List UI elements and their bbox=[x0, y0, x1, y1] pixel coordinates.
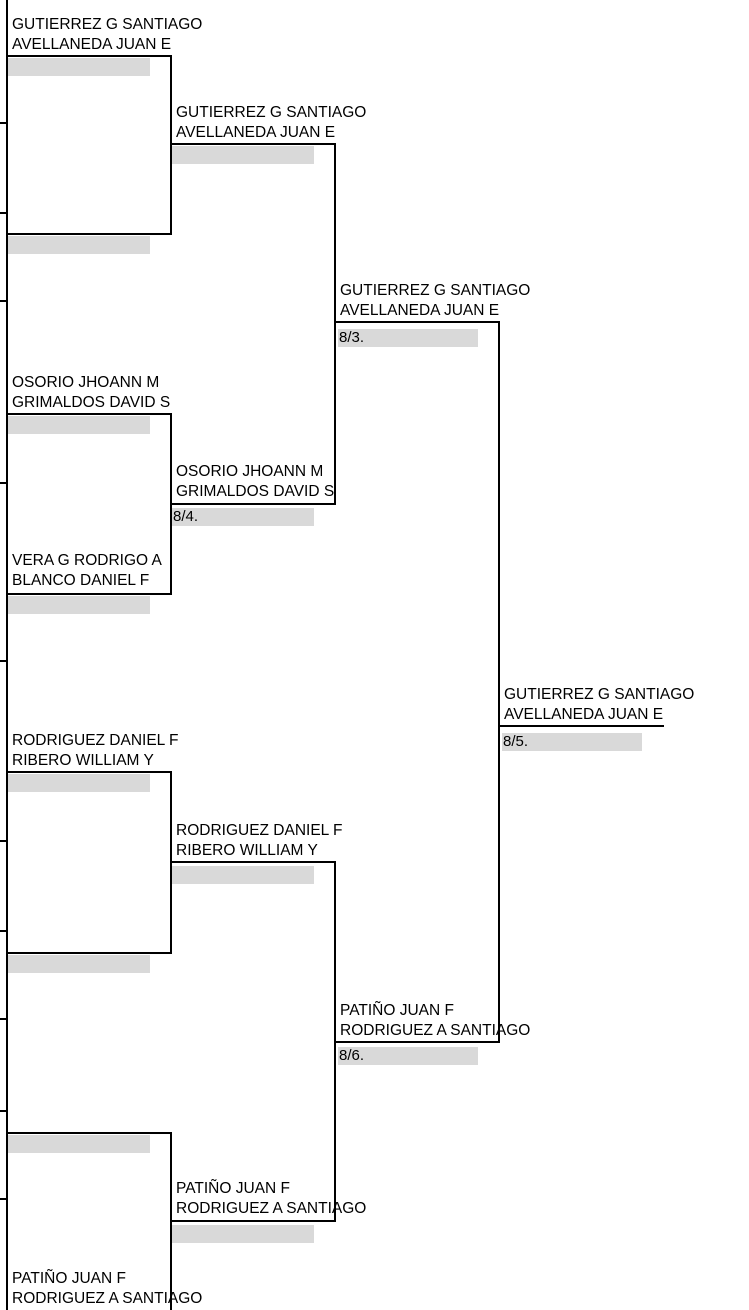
final-player2: AVELLANEDA JUAN E bbox=[504, 706, 664, 723]
r1-m3-player1: RODRIGUEZ DANIEL F bbox=[12, 732, 179, 749]
r2-m1-vertical bbox=[334, 143, 336, 505]
r1-m1-top-line bbox=[6, 55, 172, 57]
r3-m1-top-line bbox=[334, 321, 500, 323]
left-tick bbox=[0, 1018, 8, 1020]
r1-m4-player1: PATIÑO JUAN F bbox=[12, 1270, 126, 1287]
left-tick bbox=[0, 212, 8, 214]
left-tick bbox=[0, 122, 8, 124]
left-tick bbox=[0, 660, 8, 662]
r1-m2-top-line bbox=[6, 413, 172, 415]
r1-m1-bottom-line bbox=[6, 233, 172, 235]
r2-m2-bottom-line bbox=[170, 503, 336, 505]
r3-m2-player2: RODRIGUEZ A SANTIAGO bbox=[340, 1022, 531, 1039]
r1-m2-bottom-line bbox=[6, 593, 172, 595]
r3-m2-score: 8/6. bbox=[338, 1047, 478, 1065]
r2-m4-score bbox=[172, 1225, 314, 1243]
r2-m2-player1: OSORIO JHOANN M bbox=[176, 463, 324, 480]
r1-m3-bottom-line bbox=[6, 952, 172, 954]
r2-m3-player2: RIBERO WILLIAM Y bbox=[176, 842, 318, 859]
r1-m2-score2 bbox=[8, 596, 150, 614]
r2-m3-top-line bbox=[170, 861, 336, 863]
r2-m4-player2: RODRIGUEZ A SANTIAGO bbox=[176, 1200, 367, 1217]
final-score: 8/5. bbox=[502, 733, 642, 751]
left-edge-line bbox=[6, 0, 8, 1310]
r1-m3-score2 bbox=[8, 955, 150, 973]
left-tick bbox=[0, 1198, 8, 1200]
r1-m4-top-line bbox=[6, 1132, 172, 1134]
r2-m1-player1: GUTIERREZ G SANTIAGO bbox=[176, 104, 367, 121]
r3-m1-score: 8/3. bbox=[338, 329, 478, 347]
r1-m1-score2 bbox=[8, 236, 150, 254]
final-player1: GUTIERREZ G SANTIAGO bbox=[504, 686, 695, 703]
r2-m1-score bbox=[172, 146, 314, 164]
r1-m2-player1: OSORIO JHOANN M bbox=[12, 374, 160, 391]
left-tick bbox=[0, 930, 8, 932]
r3-m1-player1: GUTIERREZ G SANTIAGO bbox=[340, 282, 531, 299]
r3-m2-player1: PATIÑO JUAN F bbox=[340, 1002, 454, 1019]
r2-m3-score bbox=[172, 866, 314, 884]
r3-m1-vertical bbox=[498, 321, 500, 1043]
r1-m3-score1 bbox=[8, 774, 150, 792]
r1-m4-score1 bbox=[8, 1135, 150, 1153]
r3-m2-bottom-line bbox=[334, 1041, 500, 1043]
r1-m4-player2: RODRIGUEZ A SANTIAGO bbox=[12, 1290, 203, 1307]
r1-m2-player2: GRIMALDOS DAVID S bbox=[12, 394, 171, 411]
r2-m1-top-line bbox=[170, 143, 336, 145]
r1-m3-player2: RIBERO WILLIAM Y bbox=[12, 752, 154, 769]
left-tick bbox=[0, 1110, 8, 1112]
r2-m4-bottom-line bbox=[170, 1220, 336, 1222]
r1-m1-score1 bbox=[8, 58, 150, 76]
r3-m1-player2: AVELLANEDA JUAN E bbox=[340, 302, 500, 319]
r1-m2-score1 bbox=[8, 416, 150, 434]
r1-m3-top-line bbox=[6, 771, 172, 773]
r2-m2-player2: GRIMALDOS DAVID S bbox=[176, 483, 335, 500]
r1-m1-player1: GUTIERREZ G SANTIAGO bbox=[12, 16, 203, 33]
r2-m3-player1: RODRIGUEZ DANIEL F bbox=[176, 822, 343, 839]
final-line bbox=[498, 725, 664, 727]
left-tick bbox=[0, 300, 8, 302]
r2-m2-score: 8/4. bbox=[172, 508, 314, 526]
left-tick bbox=[0, 482, 8, 484]
r1-m2-player4: BLANCO DANIEL F bbox=[12, 572, 150, 589]
left-tick bbox=[0, 840, 8, 842]
r1-m2-player3: VERA G RODRIGO A bbox=[12, 552, 162, 569]
r2-m1-player2: AVELLANEDA JUAN E bbox=[176, 124, 336, 141]
r1-m1-player2: AVELLANEDA JUAN E bbox=[12, 36, 172, 53]
r2-m4-player1: PATIÑO JUAN F bbox=[176, 1180, 290, 1197]
r1-m1-vertical bbox=[170, 55, 172, 235]
